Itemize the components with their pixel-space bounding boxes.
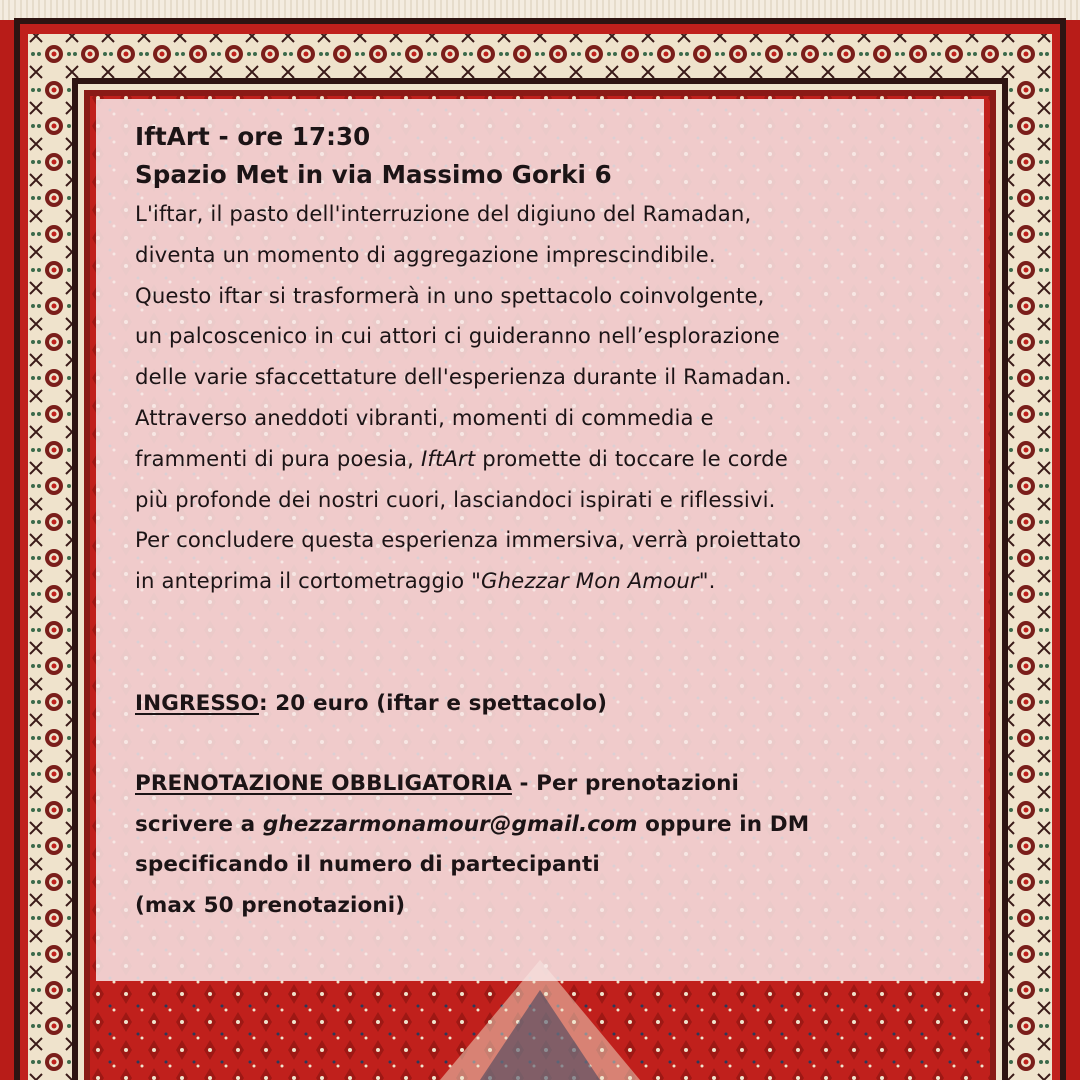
description-text: promette di toccare le corde: [475, 445, 788, 471]
booking-email[interactable]: ghezzarmonamour@gmail.com: [262, 811, 638, 837]
event-content: [135, 118, 965, 926]
booking-info: [135, 764, 965, 926]
booking-limit: (max 50 prenotazioni): [135, 892, 406, 918]
event-venue: Spazio Met in via Massimo Gorki 6: [135, 160, 612, 189]
title-separator: -: [209, 122, 238, 151]
booking-text: oppure in DM: [637, 811, 810, 837]
event-title: IftArt: [135, 122, 210, 151]
description-text: ".: [698, 568, 716, 594]
description-line: un palcoscenico in cui attori ci guideranno nell’esplorazione: [135, 323, 780, 349]
admission-info: [135, 684, 965, 725]
booking-text: - Per prenotazioni: [511, 771, 739, 797]
description-line: diventa un momento di aggregazione imprescindibile.: [135, 241, 716, 267]
description-line: Questo iftar si trasformerà in uno spettacolo coinvolgente,: [135, 282, 765, 308]
event-title-line: [135, 118, 965, 156]
event-time: ore 17:30: [237, 122, 371, 151]
admission-price: : 20 euro (iftar e spettacolo): [258, 690, 608, 716]
description-line: Per concludere questa esperienza immersiva, verrà proiettato: [135, 527, 802, 553]
description-text: in anteprima il cortometraggio ": [135, 568, 482, 594]
admission-label: INGRESSO: [135, 690, 259, 716]
description-text: frammenti di pura poesia,: [135, 445, 421, 471]
description-line: [135, 439, 965, 480]
description-line: più profonde dei nostri cuori, lasciandoci ispirati e riflessivi.: [135, 486, 776, 512]
event-description: [135, 194, 965, 602]
booking-label: PRENOTAZIONE OBBLIGATORIA: [135, 771, 512, 797]
booking-text: scrivere a: [135, 811, 263, 837]
film-title: Ghezzar Mon Amour: [481, 568, 699, 594]
event-name-italic: IftArt: [420, 445, 476, 471]
description-line: L'iftar, il pasto dell'interruzione del digiuno del Ramadan,: [135, 201, 752, 226]
description-line: [135, 561, 965, 602]
description-line: delle varie sfaccettature dell'esperienza durante il Ramadan.: [135, 364, 792, 390]
booking-text: specificando il numero di partecipanti: [135, 852, 600, 878]
description-line: Attraverso aneddoti vibranti, momenti di commedia e: [135, 404, 714, 430]
